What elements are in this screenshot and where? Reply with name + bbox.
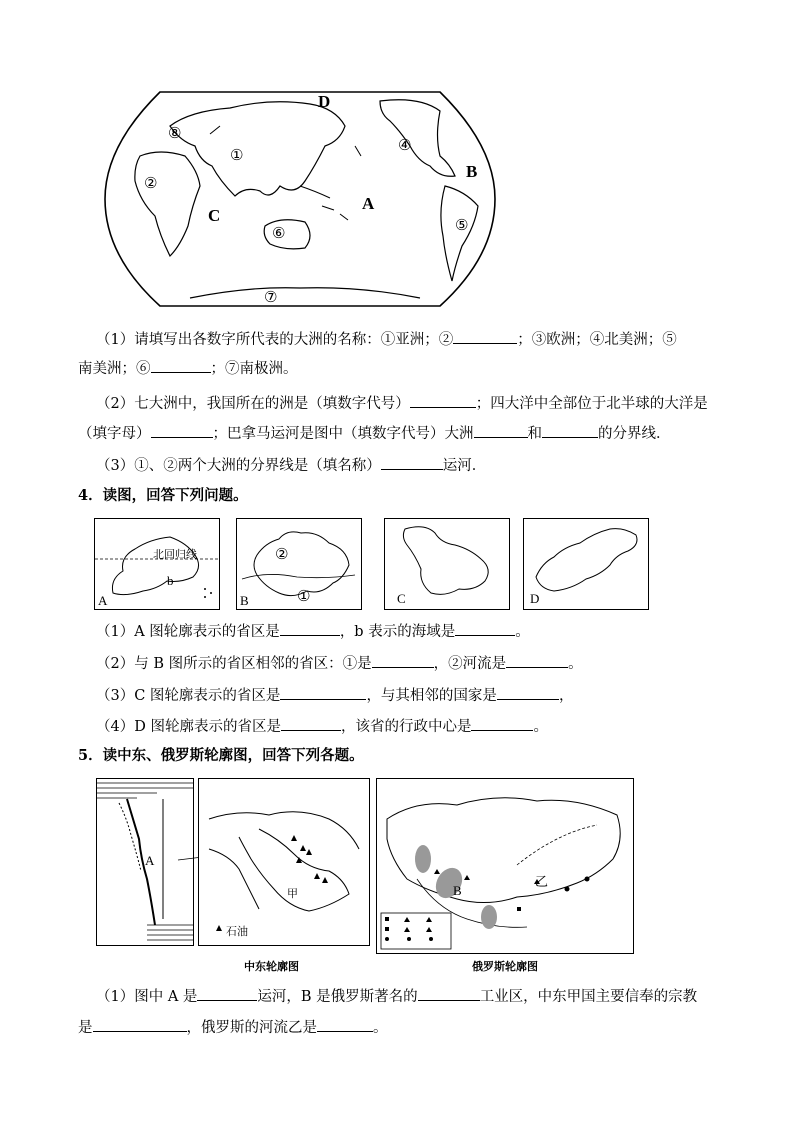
map-b-label: B — [240, 593, 249, 608]
q3-line1: （1）请填写出各数字所代表的大洲的名称：①亚洲；② ；③欧洲；④北美洲；⑤ — [96, 328, 677, 352]
q3-line4: （填字母） ；巴拿马运河是图中（填数字代号）大洲 和 的分界线． — [78, 422, 671, 446]
map-c-label: C — [397, 591, 406, 606]
num-2: ② — [144, 174, 158, 192]
map-c — [384, 518, 510, 610]
b-label: b — [167, 573, 174, 588]
world-map — [100, 86, 500, 312]
middle-east-caption: 中东轮廓图 — [244, 960, 299, 973]
num-7: ⑦ — [264, 288, 278, 306]
q3-line3: （2）七大洲中，我国所在的洲是（填数字代号） ；四大洋中全部位于北半球的大洋是 — [96, 392, 708, 416]
map-d — [523, 518, 649, 610]
label-c: C — [208, 206, 221, 225]
ru-b-label: B — [453, 883, 462, 898]
num-4: ④ — [398, 136, 412, 154]
map-b-num-2: ② — [275, 545, 289, 563]
map-d-label: D — [530, 591, 540, 606]
num-8: ⑧ — [168, 124, 182, 142]
q5-line2: 是 ，俄罗斯的河流乙是 。 — [78, 1016, 388, 1040]
q4-line2: （2）与 B 图所示的省区相邻的省区：①是 ，②河流是 。 — [96, 652, 583, 676]
q4-line3: （3）C 图轮廓表示的省区是 ，与其相邻的国家是 ， — [96, 684, 573, 708]
russia-caption: 俄罗斯轮廓图 — [472, 960, 538, 973]
oil-legend: 石油 — [226, 926, 248, 938]
label-d: D — [318, 92, 331, 111]
num-1: ① — [230, 146, 244, 164]
label-b: B — [466, 162, 478, 181]
q4-line4: （4）D 图轮廓表示的省区是 ，该省的行政中心是 。 — [96, 715, 548, 739]
middle-east-map — [198, 778, 370, 946]
q5-title: 5．读中东、俄罗斯轮廓图，回答下列各题。 — [78, 747, 364, 764]
q4-line1: （1）A 图轮廓表示的省区是 ，b 表示的海域是 。 — [96, 620, 530, 644]
russia-map — [376, 778, 634, 954]
suez-inset — [96, 778, 194, 946]
num-6: ⑥ — [272, 224, 286, 242]
map-b-num-1: ① — [297, 587, 311, 605]
jia-label: 甲 — [287, 888, 298, 900]
q3-line2: 南美洲；⑥ ；⑦南极洲。 — [78, 357, 298, 381]
q5-line1: （1）图中 A 是 运河，B 是俄罗斯著名的 工业区，中东甲国主要信奉的宗教 — [96, 985, 697, 1009]
q4-title: 4．读图，回答下列问题。 — [78, 487, 248, 504]
tropic-label: 北回归线 — [153, 549, 197, 561]
q3-line5: （3）①、②两个大洲的分界线是（填名称） 运河． — [96, 454, 486, 478]
ru-yi-label: 乙 — [535, 874, 549, 889]
map-a — [94, 518, 220, 610]
map-b — [236, 518, 362, 610]
map-a-label: A — [98, 593, 108, 608]
inset-a-label: A — [145, 853, 155, 868]
label-a: A — [362, 194, 375, 213]
num-5: ⑤ — [455, 216, 469, 234]
